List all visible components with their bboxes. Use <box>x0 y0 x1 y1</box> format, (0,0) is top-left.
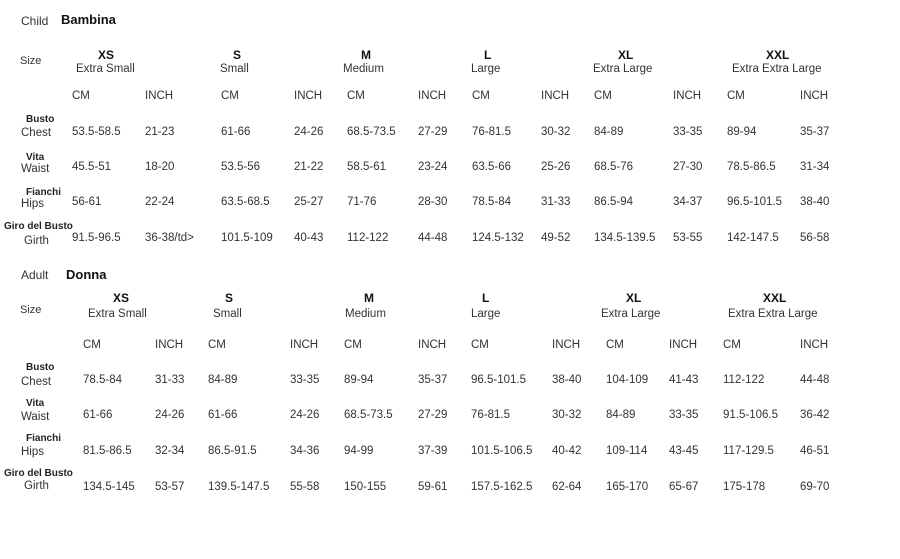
unit-header: CM <box>594 90 612 102</box>
table-cell: 96.5-101.5 <box>471 374 526 386</box>
table-cell: 142-147.5 <box>727 232 779 244</box>
unit-header: INCH <box>418 90 447 102</box>
row-label-it: Fianchi <box>26 433 62 444</box>
table-cell: 61-66 <box>83 409 113 421</box>
unit-header: INCH <box>800 90 829 102</box>
table-cell: 31-33 <box>155 374 185 386</box>
size-code: XXL <box>766 48 790 62</box>
table-cell: 96.5-101.5 <box>727 196 782 208</box>
table-cell: 117-129.5 <box>723 445 774 457</box>
table-cell: 62-64 <box>552 481 582 493</box>
table-cell: 68.5-73.5 <box>344 409 393 421</box>
unit-header: CM <box>347 90 365 102</box>
table-cell: 31-34 <box>800 161 830 173</box>
table-cell: 21-22 <box>294 161 324 173</box>
section-title: Bambina <box>61 12 116 27</box>
table-cell: 65-67 <box>669 481 699 493</box>
size-code: L <box>484 48 492 62</box>
row-label-en: Waist <box>21 163 50 175</box>
table-cell: 81.5-86.5 <box>83 445 132 457</box>
unit-header: INCH <box>669 339 698 351</box>
table-cell: 27-29 <box>418 409 448 421</box>
row-label-it: Busto <box>26 362 55 373</box>
table-cell: 33-35 <box>669 409 699 421</box>
table-cell: 78.5-84 <box>83 374 123 386</box>
table-cell: 30-32 <box>541 126 571 138</box>
size-name: Extra Extra Large <box>728 308 818 320</box>
unit-header: INCH <box>673 90 702 102</box>
table-cell: 22-24 <box>145 196 175 208</box>
row-label-it: Fianchi <box>26 187 62 198</box>
table-cell: 86.5-91.5 <box>208 445 257 457</box>
table-cell: 44-48 <box>800 374 830 386</box>
size-code: XL <box>618 48 634 62</box>
table-cell: 43-45 <box>669 445 699 457</box>
table-cell: 53.5-56 <box>221 161 261 173</box>
table-cell: 89-94 <box>344 374 374 386</box>
table-cell: 24-26 <box>294 126 324 138</box>
table-cell: 109-114 <box>606 445 648 457</box>
size-code: XS <box>113 291 130 305</box>
row-label-it: Busto <box>26 114 55 125</box>
table-cell: 134.5-139.5 <box>594 232 656 244</box>
table-cell: 112-122 <box>347 232 389 244</box>
size-name: Extra Large <box>601 308 661 320</box>
table-cell: 53-55 <box>673 232 703 244</box>
size-code: XS <box>98 48 115 62</box>
size-code: S <box>233 48 242 62</box>
table-cell: 30-32 <box>552 409 582 421</box>
table-cell: 27-29 <box>418 126 448 138</box>
unit-header: INCH <box>290 339 319 351</box>
unit-header: CM <box>344 339 362 351</box>
table-cell: 18-20 <box>145 161 175 173</box>
table-cell: 76-81.5 <box>472 126 512 138</box>
table-cell: 37-39 <box>418 445 448 457</box>
unit-header: INCH <box>552 339 581 351</box>
table-cell: 53.5-58.5 <box>72 126 121 138</box>
table-cell: 71-76 <box>347 196 377 208</box>
size-code: M <box>361 48 371 62</box>
table-cell: 91.5-96.5 <box>72 232 121 244</box>
table-cell: 89-94 <box>727 126 757 138</box>
unit-header: INCH <box>294 90 323 102</box>
table-cell: 24-26 <box>290 409 320 421</box>
table-cell: 56-61 <box>72 196 102 208</box>
row-label-it: Giro del Busto <box>4 468 73 479</box>
row-label-en: Waist <box>21 411 50 423</box>
unit-header: INCH <box>800 339 829 351</box>
table-cell: 45.5-51 <box>72 161 112 173</box>
row-label-it: Vita <box>26 152 45 163</box>
section-title: Donna <box>66 267 107 282</box>
size-name: Medium <box>343 63 384 75</box>
table-cell: 157.5-162.5 <box>471 481 533 493</box>
table-cell: 35-37 <box>800 126 830 138</box>
table-cell: 34-36 <box>290 445 320 457</box>
table-cell: 49-52 <box>541 232 571 244</box>
table-cell: 28-30 <box>418 196 448 208</box>
unit-header: INCH <box>145 90 174 102</box>
unit-header: CM <box>727 90 745 102</box>
size-name: Extra Small <box>88 308 147 320</box>
row-label-it: Giro del Busto <box>4 221 73 232</box>
table-cell: 46-51 <box>800 445 830 457</box>
size-code: L <box>482 291 490 305</box>
table-cell: 78.5-84 <box>472 196 512 208</box>
table-cell: 94-99 <box>344 445 374 457</box>
section-label: Adult <box>21 268 49 282</box>
size-code: XXL <box>763 291 787 305</box>
size-name: Large <box>471 63 501 75</box>
table-cell: 56-58 <box>800 232 830 244</box>
table-cell: 84-89 <box>208 374 238 386</box>
row-label-it: Vita <box>26 398 45 409</box>
row-label-en: Girth <box>24 480 49 492</box>
table-cell: 63.5-66 <box>472 161 512 173</box>
table-cell: 25-26 <box>541 161 571 173</box>
table-cell: 24-26 <box>155 409 185 421</box>
table-cell: 78.5-86.5 <box>727 161 776 173</box>
table-cell: 41-43 <box>669 374 699 386</box>
table-cell: 36-42 <box>800 409 830 421</box>
table-cell: 69-70 <box>800 481 830 493</box>
table-cell: 101.5-106.5 <box>471 445 533 457</box>
table-cell: 40-42 <box>552 445 582 457</box>
table-cell: 33-35 <box>290 374 320 386</box>
table-cell: 32-34 <box>155 445 185 457</box>
size-code: XL <box>626 291 642 305</box>
section-label: Child <box>21 14 49 28</box>
table-cell: 68.5-73.5 <box>347 126 396 138</box>
table-cell: 165-170 <box>606 481 649 493</box>
size-name: Extra Small <box>76 63 135 75</box>
table-cell: 84-89 <box>594 126 624 138</box>
unit-header: CM <box>221 90 239 102</box>
table-cell: 55-58 <box>290 481 320 493</box>
table-cell: 59-61 <box>418 481 448 493</box>
table-cell: 68.5-76 <box>594 161 634 173</box>
table-cell: 104-109 <box>606 374 649 386</box>
unit-header: CM <box>723 339 741 351</box>
table-cell: 150-155 <box>344 481 387 493</box>
table-cell: 61-66 <box>221 126 251 138</box>
table-cell: 84-89 <box>606 409 636 421</box>
table-cell: 33-35 <box>673 126 703 138</box>
unit-header: CM <box>472 90 490 102</box>
row-label-en: Chest <box>21 376 52 388</box>
unit-header: CM <box>83 339 101 351</box>
table-cell: 101.5-109 <box>221 232 273 244</box>
size-name: Small <box>213 308 242 320</box>
table-cell: 35-37 <box>418 374 448 386</box>
table-cell: 53-57 <box>155 481 185 493</box>
table-cell: 23-24 <box>418 161 448 173</box>
table-cell: 86.5-94 <box>594 196 634 208</box>
table-cell: 31-33 <box>541 196 571 208</box>
table-cell: 175-178 <box>723 481 766 493</box>
unit-header: INCH <box>418 339 447 351</box>
unit-header: INCH <box>155 339 184 351</box>
table-cell: 36-38/td> <box>145 232 194 244</box>
table-cell: 38-40 <box>800 196 830 208</box>
table-cell: 44-48 <box>418 232 448 244</box>
table-cell: 58.5-61 <box>347 161 387 173</box>
size-code: S <box>225 291 234 305</box>
size-name: Medium <box>345 308 386 320</box>
unit-header: INCH <box>541 90 570 102</box>
size-name: Extra Large <box>593 63 653 75</box>
table-cell: 63.5-68.5 <box>221 196 270 208</box>
size-header: Size <box>20 55 42 67</box>
table-cell: 21-23 <box>145 126 175 138</box>
table-cell: 139.5-147.5 <box>208 481 270 493</box>
table-cell: 134.5-145 <box>83 481 135 493</box>
table-cell: 25-27 <box>294 196 324 208</box>
row-label-en: Chest <box>21 127 52 139</box>
unit-header: CM <box>208 339 226 351</box>
table-cell: 38-40 <box>552 374 582 386</box>
table-cell: 76-81.5 <box>471 409 511 421</box>
row-label-en: Hips <box>21 446 45 458</box>
size-code: M <box>364 291 374 305</box>
size-header: Size <box>20 304 42 316</box>
table-cell: 91.5-106.5 <box>723 409 778 421</box>
unit-header: CM <box>72 90 90 102</box>
size-name: Small <box>220 63 249 75</box>
table-cell: 40-43 <box>294 232 324 244</box>
row-label-en: Hips <box>21 198 45 210</box>
table-cell: 34-37 <box>673 196 703 208</box>
row-label-en: Girth <box>24 235 49 247</box>
table-cell: 27-30 <box>673 161 703 173</box>
table-cell: 61-66 <box>208 409 238 421</box>
table-cell: 124.5-132 <box>472 232 524 244</box>
size-name: Large <box>471 308 501 320</box>
unit-header: CM <box>471 339 489 351</box>
unit-header: CM <box>606 339 624 351</box>
size-name: Extra Extra Large <box>732 63 822 75</box>
table-cell: 112-122 <box>723 374 765 386</box>
